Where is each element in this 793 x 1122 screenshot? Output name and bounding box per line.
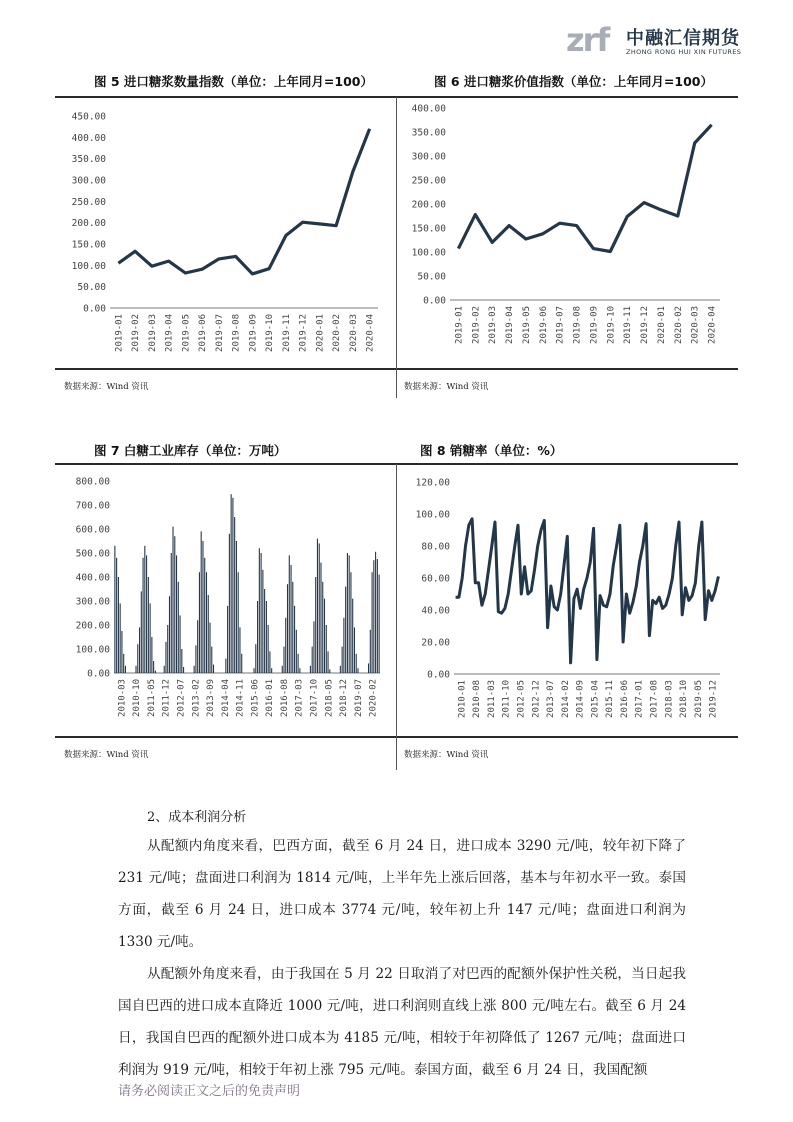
chart3-x-tick: 2016-08 (279, 679, 290, 717)
chart3-bar (287, 584, 288, 673)
chart2-x-tick: 2020-04 (707, 306, 718, 344)
chart4-x-tick: 2014-02 (560, 680, 571, 718)
chart3-bar (211, 647, 212, 673)
chart1-x-tick: 2020-01 (315, 314, 326, 352)
chart2-x-tick: 2019-12 (640, 306, 651, 344)
chart1-x-tick: 2019-12 (298, 314, 309, 352)
chart2-x-tick: 2019-02 (471, 306, 482, 344)
chart4-x-tick: 2012-12 (531, 680, 542, 718)
chart3-bar (144, 546, 145, 673)
chart1-series-line (118, 129, 369, 274)
chart3-bar (282, 666, 283, 673)
chart3-bar (285, 618, 286, 673)
chart3-y-tick: 400.00 (75, 572, 110, 584)
chart3-bar (257, 601, 258, 673)
chart2-x-tick: 2019-09 (589, 306, 600, 344)
chart3-bar (320, 563, 321, 673)
chart3-x-tick: 2019-07 (353, 679, 364, 717)
chart1-x-tick: 2020-04 (365, 314, 376, 352)
chart3-bar (232, 498, 233, 673)
chart3-x-tick: 2010-10 (132, 679, 143, 717)
chart3-x-tick: 2012-07 (176, 679, 187, 717)
chart4-x-tick: 2019-05 (693, 680, 704, 718)
chart1-y-tick: 200.00 (71, 218, 106, 230)
chart2-x-tick: 2019-06 (538, 306, 549, 344)
chart4-y-tick: 80.00 (421, 541, 450, 553)
chart3-bar (194, 666, 195, 673)
chart3-bar (356, 654, 357, 673)
chart3-x-tick: 2016-01 (265, 679, 276, 717)
chart3-x-tick: 2020-02 (368, 679, 379, 717)
section-title: 2、成本利润分析 (147, 810, 247, 825)
figure-5-source: 数据来源：Wind 资讯 (64, 382, 149, 392)
chart1-x-tick: 2019-08 (231, 314, 242, 352)
chart3-bar (151, 637, 152, 673)
chart3-bar (172, 527, 173, 673)
chart3-bar (357, 668, 358, 673)
chart3-bar (268, 625, 269, 673)
chart1-x-tick: 2019-03 (147, 314, 158, 352)
chart3-x-tick: 2017-10 (309, 679, 320, 717)
chart3-bar (178, 582, 179, 673)
chart1-x-tick: 2019-10 (265, 314, 276, 352)
logo-mark-text: zrf (566, 21, 609, 59)
chart3-bar (225, 659, 226, 673)
chart2-y-tick: 400.00 (411, 103, 446, 115)
chart2-x-tick: 2019-04 (505, 306, 516, 344)
chart3-bar (310, 666, 311, 673)
chart3-x-tick: 2013-09 (206, 679, 217, 717)
chart2-x-tick: 2019-01 (454, 306, 465, 344)
chart3-bar (165, 642, 166, 673)
chart3-bar (289, 555, 290, 673)
chart3-x-tick: 2013-02 (191, 679, 202, 717)
figure-8-title: 图 8 销糖率（单位：%） (420, 443, 563, 458)
figure-7-title: 图 7 白糖工业库存（单位：万吨） (94, 443, 287, 458)
chart4-y-tick: 40.00 (421, 605, 450, 617)
chart2-series-line (458, 125, 711, 252)
chart2-y-tick: 100.00 (411, 247, 446, 259)
chart3-bar (327, 651, 328, 673)
chart3-bar (296, 630, 297, 673)
figure-6-title: 图 6 进口糖浆价值指数（单位：上年同月=100） (434, 74, 713, 89)
chart3-bar (234, 517, 235, 673)
chart3-bar (238, 572, 239, 673)
chart1-y-tick: 100.00 (71, 260, 106, 272)
chart2-x-tick: 2020-02 (673, 306, 684, 344)
chart3-x-tick: 2014-11 (235, 679, 246, 717)
chart3-bar (312, 647, 313, 673)
chart1-y-tick: 50.00 (77, 282, 106, 294)
chart3-bar (206, 572, 207, 673)
chart3-bar (368, 663, 369, 673)
chart1-x-tick: 2019-07 (214, 314, 225, 352)
chart1-x-tick: 2019-02 (131, 314, 142, 352)
chart3-x-tick: 2018-12 (339, 679, 350, 717)
chart1-y-tick: 400.00 (71, 132, 106, 144)
chart2-y-tick: 50.00 (417, 271, 446, 283)
paragraph-2: 从配额外角度来看，由于我国在 5 月 22 日取消了对巴西的配额外保护性关税，当日起我国自巴西的进口成本直降近 1000 元/吨，进口利润则直线上涨 800 元/吨左右。截至 6 月 24 日，我国自巴西的配额外进口成本为 4185 元/吨，相较于年初降低了 1267 元/吨；盘面进口利润为 919 元/吨，相较于年初上涨 795 元/吨。泰国方面，截至 6 月 24 日，我国配额 (118, 966, 686, 1078)
chart2-y-tick: 0.00 (423, 295, 446, 307)
chart3-bar (298, 654, 299, 673)
chart3-bar (347, 553, 348, 673)
chart3-bar (209, 623, 210, 673)
chart3-bar (271, 668, 272, 673)
chart1-y-tick: 250.00 (71, 196, 106, 208)
chart2-y-tick: 300.00 (411, 151, 446, 163)
chart3-bar (141, 591, 142, 673)
chart4-x-tick: 2015-11 (605, 680, 616, 718)
chart3-bar (239, 627, 240, 673)
chart4-y-tick: 120.00 (415, 477, 450, 489)
chart3-bar (143, 558, 144, 673)
chart3-bar (262, 570, 263, 673)
chart3-bar (340, 666, 341, 673)
chart3-bar (135, 666, 136, 673)
chart3-bar (299, 668, 300, 673)
chart3-y-tick: 0.00 (87, 668, 110, 680)
chart3-bar (155, 671, 156, 673)
paragraph-1: 从配额内角度来看，巴西方面，截至 6 月 24 日，进口成本 3290 元/吨，较年初下降了 231 元/吨；盘面进口利润为 1814 元/吨，上半年先上涨后回落，基本与年初水平一致。泰国方面，截至 6 月 24 日，进口成本 3774 元/吨，较年初上升 147 元/吨；盘面进口利润为 1330 元/吨。 (118, 838, 686, 950)
chart3-bar (123, 654, 124, 673)
chart3-y-tick: 300.00 (75, 596, 110, 608)
chart2-x-tick: 2019-03 (488, 306, 499, 344)
chart3-x-tick: 2014-04 (220, 679, 231, 717)
chart4-x-tick: 2011-10 (501, 680, 512, 718)
chart1-y-tick: 0.00 (83, 303, 106, 315)
figure-8-source: 数据来源：Wind 资讯 (404, 750, 489, 760)
company-name-en: ZHONG RONG HUI XIN FUTURES (626, 48, 742, 56)
chart4-x-tick: 2015-04 (590, 680, 601, 718)
chart3-bar (342, 647, 343, 673)
figure-6-source: 数据来源：Wind 资讯 (404, 382, 489, 392)
chart4-series-line (456, 519, 719, 663)
chart3-y-tick: 700.00 (75, 500, 110, 512)
chart3-bar (264, 589, 265, 673)
figure-5-title: 图 5 进口糖浆数量指数（单位：上年同月=100） (94, 74, 373, 89)
chart4-y-tick: 100.00 (415, 509, 450, 521)
chart3-bar (174, 536, 175, 673)
chart1-y-tick: 450.00 (71, 111, 106, 123)
chart4-x-tick: 2012-05 (516, 680, 527, 718)
chart3-bar (313, 621, 314, 673)
chart3-bar (169, 596, 170, 673)
chart3-bar (379, 575, 380, 673)
chart1-x-tick: 2019-04 (164, 314, 175, 352)
chart1-x-tick: 2020-02 (332, 314, 343, 352)
chart3-x-tick: 2018-05 (324, 679, 335, 717)
chart3-bar (292, 582, 293, 673)
chart3-bar (315, 577, 316, 673)
chart2-x-tick: 2019-10 (606, 306, 617, 344)
chart3-bar (259, 548, 260, 673)
chart3-bar (375, 552, 376, 673)
chart3-bar (114, 546, 115, 673)
chart3-bar (137, 644, 138, 673)
chart3-y-tick: 500.00 (75, 548, 110, 560)
chart3-bar (372, 572, 373, 673)
chart1-x-tick: 2019-01 (114, 314, 125, 352)
chart4-x-tick: 2010-01 (457, 680, 468, 718)
chart3-bar (377, 559, 378, 673)
chart2-x-tick: 2020-03 (690, 306, 701, 344)
chart4-y-tick: 0.00 (427, 669, 450, 681)
chart3-bar (176, 555, 177, 673)
chart3-y-tick: 100.00 (75, 644, 110, 656)
chart3-bar (139, 627, 140, 673)
chart3-bar (181, 649, 182, 673)
chart3-bar (345, 587, 346, 673)
chart3-bar (148, 577, 149, 673)
chart2-x-tick: 2019-05 (521, 306, 532, 344)
chart1-y-tick: 300.00 (71, 175, 106, 187)
chart3-bar (294, 606, 295, 673)
chart3-bar (171, 553, 172, 673)
chart3-x-tick: 2015-06 (250, 679, 261, 717)
chart4-y-tick: 20.00 (421, 637, 450, 649)
chart3-bar (146, 555, 147, 673)
chart3-x-tick: 2011-12 (161, 679, 172, 717)
chart3-y-tick: 200.00 (75, 620, 110, 632)
chart1-y-tick: 350.00 (71, 154, 106, 166)
chart3-bar (350, 572, 351, 673)
chart3-bar (373, 560, 374, 673)
chart3-bar (352, 599, 353, 673)
chart2-y-tick: 150.00 (411, 223, 446, 235)
chart2-y-tick: 200.00 (411, 199, 446, 211)
chart3-bar (167, 625, 168, 673)
chart3-bar (349, 555, 350, 673)
chart4-x-tick: 2011-03 (486, 680, 497, 718)
chart2-x-tick: 2020-01 (656, 306, 667, 344)
chart4-x-tick: 2013-07 (546, 680, 557, 718)
chart3-bar (199, 572, 200, 673)
chart3-bar (213, 665, 214, 673)
chart3-bar (120, 603, 121, 673)
chart3-bar (322, 582, 323, 673)
chart1-x-tick: 2019-05 (181, 314, 192, 352)
chart3-bar (254, 668, 255, 673)
chart1-x-tick: 2019-11 (281, 314, 292, 352)
chart3-y-tick: 600.00 (75, 524, 110, 536)
chart1-x-tick: 2019-06 (198, 314, 209, 352)
chart4-x-tick: 2018-03 (664, 680, 675, 718)
disclaimer-footer: 请务必阅读正文之后的免责声明 (118, 1084, 301, 1099)
chart3-bar (343, 618, 344, 673)
chart3-bar (150, 603, 151, 673)
chart4-x-tick: 2010-08 (472, 680, 483, 718)
chart3-bar (231, 494, 232, 673)
chart4-x-tick: 2017-08 (649, 680, 660, 718)
chart3-x-tick: 2017-03 (294, 679, 305, 717)
chart3-bar (118, 577, 119, 673)
chart3-bar (329, 669, 330, 673)
chart2-y-tick: 350.00 (411, 127, 446, 139)
chart3-bar (354, 627, 355, 673)
chart3-bar (201, 531, 202, 673)
chart4-x-tick: 2018-10 (679, 680, 690, 718)
chart3-bar (319, 543, 320, 673)
chart4-x-tick: 2017-01 (634, 680, 645, 718)
chart3-bar (261, 553, 262, 673)
chart3-bar (204, 558, 205, 673)
chart3-bar (164, 666, 165, 673)
chart4-x-tick: 2019-12 (708, 680, 719, 718)
chart2-x-tick: 2019-11 (623, 306, 634, 344)
chart3-bar (326, 625, 327, 673)
chart3-bar (236, 541, 237, 673)
chart3-bar (195, 645, 196, 673)
chart3-bar (266, 601, 267, 673)
chart3-bar (324, 599, 325, 673)
chart2-x-tick: 2019-07 (555, 306, 566, 344)
company-name-cn: 中融汇信期货 (626, 28, 740, 49)
chart3-bar (121, 631, 122, 673)
chart3-y-tick: 800.00 (75, 476, 110, 488)
chart4-x-tick: 2014-09 (575, 680, 586, 718)
chart3-bar (202, 541, 203, 673)
chart3-bar (125, 666, 126, 673)
chart3-bar (116, 558, 117, 673)
chart3-bar (370, 630, 371, 673)
chart3-bar (241, 654, 242, 673)
chart3-bar (227, 606, 228, 673)
chart3-bar (183, 667, 184, 673)
chart3-bar (255, 644, 256, 673)
chart3-bar (290, 565, 291, 673)
figure-7-source: 数据来源：Wind 资讯 (64, 750, 149, 760)
chart3-x-tick: 2010-03 (117, 679, 128, 717)
chart3-bar (317, 539, 318, 673)
chart3-bar (153, 661, 154, 673)
chart1-x-tick: 2019-09 (248, 314, 259, 352)
chart2-y-tick: 250.00 (411, 175, 446, 187)
chart3-x-tick: 2011-05 (146, 679, 157, 717)
chart2-x-tick: 2019-08 (572, 306, 583, 344)
chart1-y-tick: 150.00 (71, 239, 106, 251)
chart4-y-tick: 60.00 (421, 573, 450, 585)
chart1-x-tick: 2020-03 (348, 314, 359, 352)
chart3-bar (229, 534, 230, 673)
chart3-bar (208, 595, 209, 673)
chart3-bar (269, 651, 270, 673)
chart3-bar (180, 615, 181, 673)
chart4-x-tick: 2016-06 (619, 680, 630, 718)
chart3-bar (283, 647, 284, 673)
chart3-bar (197, 620, 198, 673)
